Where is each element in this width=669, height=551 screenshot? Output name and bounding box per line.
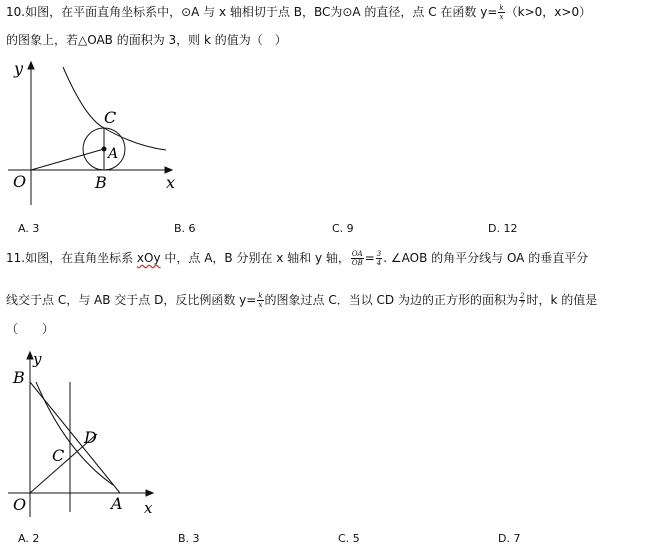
q11-area-numerator: 2 bbox=[520, 292, 525, 300]
q11-option-a[interactable]: A. 2 bbox=[18, 532, 40, 545]
q11-option-c[interactable]: C. 5 bbox=[338, 532, 360, 545]
q10-label-a: A bbox=[108, 146, 119, 162]
q11-bisector bbox=[30, 434, 97, 493]
q11-k-numerator: k bbox=[258, 292, 263, 300]
q11-ratio-value-numerator: 3 bbox=[376, 250, 382, 258]
q10-option-d[interactable]: D. 12 bbox=[488, 222, 518, 235]
q10-fraction-numerator: k bbox=[499, 4, 504, 12]
q10-option-c[interactable]: C. 9 bbox=[332, 222, 354, 235]
q10-stem-part2: （k>0，x>0） bbox=[505, 5, 592, 19]
q11-x-axis-arrow bbox=[146, 490, 153, 496]
q11-stem-part6: 时，k 的值是 bbox=[526, 293, 598, 307]
q10-option-b[interactable]: B. 6 bbox=[174, 222, 196, 235]
q10-label-y: y bbox=[14, 59, 24, 78]
q10-fraction-denominator: x bbox=[499, 13, 504, 21]
q10-stem-line1 bbox=[6, 4, 591, 21]
q11-ratio-numerator: OA bbox=[351, 250, 363, 258]
q11-label-a: A bbox=[111, 494, 123, 513]
q10-y-axis-arrow bbox=[28, 62, 34, 69]
q10-point-a bbox=[102, 147, 106, 151]
q11-label-y: y bbox=[33, 350, 42, 368]
q11-stem-line3: （ ） bbox=[6, 322, 55, 336]
q11-label-c: C bbox=[52, 446, 65, 465]
q11-stem-line1 bbox=[6, 250, 588, 267]
q10-label-o: O bbox=[13, 172, 27, 191]
q10-label-b: B bbox=[95, 173, 107, 192]
q10-x-axis-arrow bbox=[165, 167, 172, 173]
q10-label-c: C bbox=[104, 108, 117, 127]
q11-stem-part3: . ∠AOB 的角平分线与 OA 的垂直平分 bbox=[383, 251, 589, 265]
q11-area-denominator: 7 bbox=[520, 301, 525, 309]
q11-segment-ab bbox=[30, 382, 120, 493]
q11-stem-part4: 线交于点 C，与 AB 交于点 D，反比例函数 y= bbox=[6, 293, 257, 307]
q11-stem-part5: 的图象过点 C．当以 CD 为边的正方形的面积为 bbox=[264, 293, 518, 307]
q10-segment-oa bbox=[31, 149, 104, 170]
q11-ratio-value bbox=[376, 250, 382, 267]
q10-circle-a bbox=[83, 128, 125, 170]
q10-stem-line2: 的图象上，若△OAB 的面积为 3，则 k 的值为（ ） bbox=[6, 33, 287, 47]
q11-k-denominator: x bbox=[258, 301, 263, 309]
q11-area-fraction bbox=[519, 292, 525, 309]
q11-ratio-denominator: OB bbox=[351, 259, 363, 267]
q10-hyperbola bbox=[63, 67, 166, 150]
q10-option-a[interactable]: A. 3 bbox=[18, 222, 40, 235]
q11-ratio-fraction bbox=[351, 250, 364, 267]
q11-xoy: xOy bbox=[136, 251, 161, 265]
q11-k-fraction bbox=[257, 292, 263, 309]
q11-label-x: x bbox=[144, 499, 153, 517]
q11-ratio-equals: = bbox=[364, 251, 375, 265]
q11-option-d[interactable]: D. 7 bbox=[498, 532, 521, 545]
q10-stem-part1: 10.如图，在平面直角坐标系中，⊙A 与 x 轴相切于点 B，BC为⊙A 的直径，点 C 在函数 y= bbox=[6, 5, 498, 19]
q11-option-b[interactable]: B. 3 bbox=[178, 532, 200, 545]
q11-ratio-value-denominator: 4 bbox=[376, 259, 382, 267]
q11-hyperbola bbox=[36, 382, 113, 485]
q11-y-axis-arrow bbox=[27, 352, 33, 359]
q11-stem-part1: 11.如图，在直角坐标系 bbox=[6, 251, 137, 265]
q10-label-x: x bbox=[166, 173, 176, 192]
q11-label-d: D bbox=[84, 428, 97, 447]
q11-label-o: O bbox=[13, 495, 27, 514]
q11-stem-part2: 中，点 A，B 分别在 x 轴和 y 轴， bbox=[160, 251, 350, 265]
q10-function-fraction bbox=[498, 4, 504, 21]
q11-stem-line2 bbox=[6, 292, 597, 309]
q11-label-b: B bbox=[13, 368, 25, 387]
